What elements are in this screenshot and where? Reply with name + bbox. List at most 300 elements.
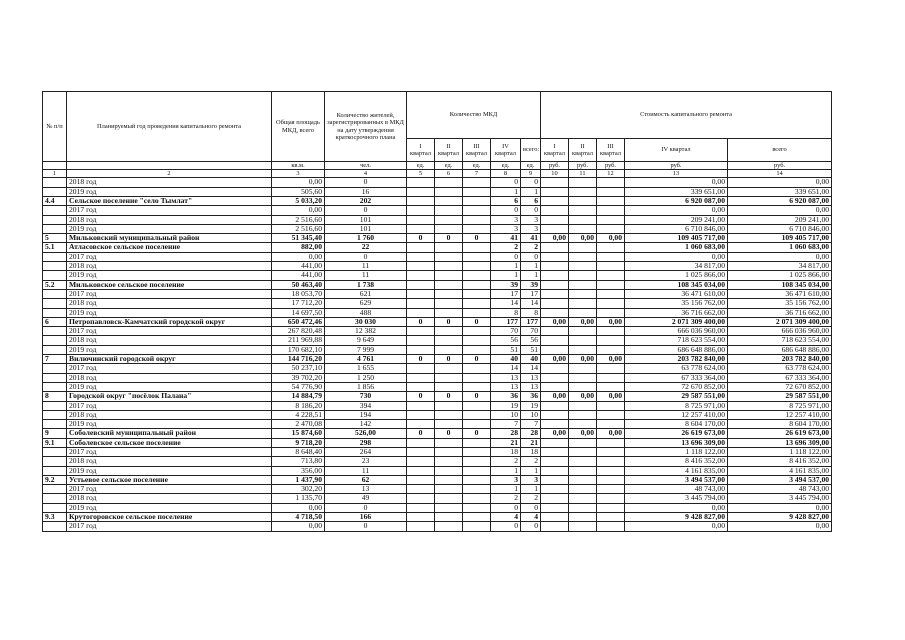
cost-q2-cell bbox=[569, 345, 597, 354]
cost-q1-cell bbox=[541, 382, 569, 391]
mkd-q1-cell bbox=[407, 224, 435, 233]
mkd-q2-cell bbox=[435, 262, 463, 271]
mkd-q4-cell: 3 bbox=[491, 215, 521, 224]
num-cell bbox=[43, 308, 67, 317]
mkd-q2-cell: 0 bbox=[435, 234, 463, 243]
cost-q4-cell: 1 060 683,00 bbox=[625, 243, 728, 252]
residents-cell: 142 bbox=[325, 420, 407, 429]
residents-cell: 394 bbox=[325, 401, 407, 410]
area-cell: 0,00 bbox=[272, 178, 325, 187]
column-number: 9 bbox=[521, 170, 541, 178]
mkd-q2-cell bbox=[435, 364, 463, 373]
mkd-q2-cell bbox=[435, 457, 463, 466]
mkd-total-cell: 2 bbox=[521, 494, 541, 503]
mkd-q2-cell bbox=[435, 327, 463, 336]
residents-cell: 30 030 bbox=[325, 317, 407, 326]
num-cell bbox=[43, 522, 67, 531]
cost-q1-cell bbox=[541, 178, 569, 187]
mkd-total-cell: 14 bbox=[521, 299, 541, 308]
cost-q3-cell bbox=[597, 401, 625, 410]
unit-cell bbox=[67, 162, 272, 170]
header-mkd-total: всего: bbox=[521, 139, 541, 162]
cost-q4-cell: 72 670 852,00 bbox=[625, 382, 728, 391]
column-number: 12 bbox=[597, 170, 625, 178]
cost-q4-cell: 1 118 122,00 bbox=[625, 447, 728, 456]
cost-q4-cell: 63 778 624,00 bbox=[625, 364, 728, 373]
cost-q4-cell: 339 651,00 bbox=[625, 187, 728, 196]
area-cell: 18 053,70 bbox=[272, 289, 325, 298]
mkd-total-cell: 2 bbox=[521, 457, 541, 466]
mkd-total-cell: 13 bbox=[521, 373, 541, 382]
cost-q3-cell bbox=[597, 262, 625, 271]
mkd-q3-cell bbox=[463, 215, 491, 224]
mkd-q3-cell bbox=[463, 503, 491, 512]
cost-q2-cell bbox=[569, 289, 597, 298]
mkd-q1-cell bbox=[407, 196, 435, 205]
header-cost-total: всего bbox=[728, 139, 832, 162]
mkd-q1-cell bbox=[407, 280, 435, 289]
year-cell: 2018 год bbox=[67, 299, 272, 308]
cost-q4-cell: 6 920 087,00 bbox=[625, 196, 728, 205]
cost-q1-cell bbox=[541, 271, 569, 280]
cost-q1-cell bbox=[541, 457, 569, 466]
mkd-q4-cell: 21 bbox=[491, 438, 521, 447]
year-cell: 2019 год bbox=[67, 503, 272, 512]
header-area: Общая площадь МКД, всего bbox=[272, 92, 325, 162]
column-number: 5 bbox=[407, 170, 435, 178]
cost-q3-cell bbox=[597, 206, 625, 215]
unit-cell: руб. bbox=[541, 162, 569, 170]
residents-cell: 0 bbox=[325, 252, 407, 261]
mkd-q2-cell bbox=[435, 475, 463, 484]
table-row bbox=[43, 382, 832, 391]
mkd-q4-cell: 1 bbox=[491, 485, 521, 494]
mkd-q1-cell bbox=[407, 401, 435, 410]
mkd-total-cell: 56 bbox=[521, 336, 541, 345]
mkd-q4-cell: 0 bbox=[491, 206, 521, 215]
cost-q2-cell bbox=[569, 494, 597, 503]
cost-total-cell: 29 587 551,00 bbox=[728, 392, 832, 401]
residents-cell: 621 bbox=[325, 289, 407, 298]
year-cell: 2018 год bbox=[67, 373, 272, 382]
cost-q3-cell bbox=[597, 215, 625, 224]
area-cell: 9 718,20 bbox=[272, 438, 325, 447]
mkd-q3-cell bbox=[463, 308, 491, 317]
cost-total-cell: 3 445 794,00 bbox=[728, 494, 832, 503]
residents-cell: 1 738 bbox=[325, 280, 407, 289]
cost-q2-cell bbox=[569, 262, 597, 271]
cost-q4-cell: 48 743,00 bbox=[625, 485, 728, 494]
cost-q4-cell: 3 445 794,00 bbox=[625, 494, 728, 503]
residents-cell: 629 bbox=[325, 299, 407, 308]
mkd-q2-cell bbox=[435, 178, 463, 187]
cost-q3-cell bbox=[597, 196, 625, 205]
mkd-q3-cell bbox=[463, 187, 491, 196]
cost-total-cell: 8 604 170,00 bbox=[728, 420, 832, 429]
mkd-q4-cell: 0 bbox=[491, 503, 521, 512]
mkd-q1-cell bbox=[407, 420, 435, 429]
area-cell: 0,00 bbox=[272, 503, 325, 512]
area-cell: 51 345,40 bbox=[272, 234, 325, 243]
cost-total-cell: 72 670 852,00 bbox=[728, 382, 832, 391]
mkd-q1-cell bbox=[407, 327, 435, 336]
mkd-q4-cell: 14 bbox=[491, 364, 521, 373]
column-number: 1 bbox=[43, 170, 67, 178]
residents-cell: 166 bbox=[325, 513, 407, 522]
num-cell bbox=[43, 373, 67, 382]
num-cell bbox=[43, 336, 67, 345]
mkd-q2-cell bbox=[435, 280, 463, 289]
num-cell bbox=[43, 466, 67, 475]
cost-q2-cell bbox=[569, 485, 597, 494]
mkd-q1-cell bbox=[407, 345, 435, 354]
year-cell: 2019 год bbox=[67, 308, 272, 317]
residents-cell: 298 bbox=[325, 438, 407, 447]
mkd-q2-cell bbox=[435, 299, 463, 308]
mkd-q1-cell bbox=[407, 503, 435, 512]
cost-total-cell: 26 619 673,00 bbox=[728, 429, 832, 438]
cost-q2-cell: 0,00 bbox=[569, 234, 597, 243]
mkd-q1-cell bbox=[407, 243, 435, 252]
area-cell: 17 712,20 bbox=[272, 299, 325, 308]
table-row bbox=[43, 187, 832, 196]
mkd-q1-cell: 0 bbox=[407, 355, 435, 364]
mkd-q2-cell bbox=[435, 206, 463, 215]
table-row bbox=[43, 503, 832, 512]
cost-q1-cell bbox=[541, 196, 569, 205]
year-cell: 2019 год bbox=[67, 187, 272, 196]
header-mkd-group: Количество МКД bbox=[407, 92, 541, 139]
mkd-q4-cell: 1 bbox=[491, 271, 521, 280]
unit-cell: руб. bbox=[569, 162, 597, 170]
mkd-q3-cell: 0 bbox=[463, 429, 491, 438]
table-row bbox=[43, 252, 832, 261]
mkd-q2-cell bbox=[435, 187, 463, 196]
cost-q2-cell bbox=[569, 410, 597, 419]
mkd-total-cell: 8 bbox=[521, 308, 541, 317]
cost-q3-cell bbox=[597, 308, 625, 317]
residents-cell: 23 bbox=[325, 457, 407, 466]
mkd-q3-cell bbox=[463, 345, 491, 354]
area-cell: 2 516,60 bbox=[272, 215, 325, 224]
cost-q2-cell bbox=[569, 420, 597, 429]
header-mkd-q2: II квартал bbox=[435, 139, 463, 162]
cost-q2-cell bbox=[569, 187, 597, 196]
cost-total-cell: 0,00 bbox=[728, 252, 832, 261]
header-mkd-q4: IV квартал bbox=[491, 139, 521, 162]
year-cell: 2017 год bbox=[67, 289, 272, 298]
cost-q2-cell bbox=[569, 178, 597, 187]
cost-q2-cell bbox=[569, 336, 597, 345]
cost-q1-cell: 0,00 bbox=[541, 234, 569, 243]
cost-total-cell: 1 118 122,00 bbox=[728, 447, 832, 456]
cost-q3-cell bbox=[597, 503, 625, 512]
cost-q4-cell: 108 345 034,00 bbox=[625, 280, 728, 289]
mkd-q3-cell bbox=[463, 522, 491, 531]
unit-cell: руб. bbox=[597, 162, 625, 170]
cost-q2-cell: 0,00 bbox=[569, 429, 597, 438]
mkd-total-cell: 6 bbox=[521, 196, 541, 205]
table-row bbox=[43, 271, 832, 280]
cost-q2-cell: 0,00 bbox=[569, 392, 597, 401]
mkd-total-cell: 0 bbox=[521, 503, 541, 512]
mkd-total-cell: 7 bbox=[521, 420, 541, 429]
cost-q3-cell bbox=[597, 457, 625, 466]
cost-q2-cell bbox=[569, 215, 597, 224]
unit-cell: руб. bbox=[625, 162, 728, 170]
cost-q1-cell bbox=[541, 215, 569, 224]
mkd-total-cell: 10 bbox=[521, 410, 541, 419]
residents-cell: 0 bbox=[325, 178, 407, 187]
cost-q3-cell bbox=[597, 271, 625, 280]
cost-q3-cell bbox=[597, 364, 625, 373]
table-row-section bbox=[43, 475, 832, 484]
mkd-q2-cell bbox=[435, 271, 463, 280]
area-cell: 170 682,10 bbox=[272, 345, 325, 354]
num-cell: 6 bbox=[43, 317, 67, 326]
cost-q1-cell bbox=[541, 336, 569, 345]
year-cell: Мильковское сельское поселение bbox=[67, 280, 272, 289]
mkd-q2-cell bbox=[435, 336, 463, 345]
residents-cell: 1 655 bbox=[325, 364, 407, 373]
mkd-total-cell: 1 bbox=[521, 485, 541, 494]
mkd-q3-cell bbox=[463, 224, 491, 233]
area-cell: 882,00 bbox=[272, 243, 325, 252]
mkd-q3-cell bbox=[463, 299, 491, 308]
cost-total-cell: 36 471 610,00 bbox=[728, 289, 832, 298]
unit-cell: чел. bbox=[325, 162, 407, 170]
num-cell bbox=[43, 289, 67, 298]
mkd-q3-cell bbox=[463, 364, 491, 373]
cost-q2-cell bbox=[569, 196, 597, 205]
mkd-q2-cell bbox=[435, 513, 463, 522]
column-number: 7 bbox=[463, 170, 491, 178]
mkd-q3-cell bbox=[463, 262, 491, 271]
area-cell: 302,20 bbox=[272, 485, 325, 494]
capital-repair-table bbox=[42, 91, 832, 532]
area-cell: 54 776,90 bbox=[272, 382, 325, 391]
mkd-q4-cell: 14 bbox=[491, 299, 521, 308]
table-row bbox=[43, 345, 832, 354]
area-cell: 441,00 bbox=[272, 262, 325, 271]
year-cell: 2019 год bbox=[67, 345, 272, 354]
cost-q3-cell bbox=[597, 252, 625, 261]
unit-cell: ед. bbox=[491, 162, 521, 170]
cost-total-cell: 63 778 624,00 bbox=[728, 364, 832, 373]
mkd-q4-cell: 17 bbox=[491, 289, 521, 298]
mkd-total-cell: 40 bbox=[521, 355, 541, 364]
num-cell bbox=[43, 206, 67, 215]
cost-q2-cell bbox=[569, 457, 597, 466]
area-cell: 15 874,60 bbox=[272, 429, 325, 438]
table-row-section bbox=[43, 280, 832, 289]
mkd-total-cell: 36 bbox=[521, 392, 541, 401]
mkd-q3-cell bbox=[463, 280, 491, 289]
mkd-q1-cell bbox=[407, 513, 435, 522]
mkd-q4-cell: 18 bbox=[491, 447, 521, 456]
header-cost-q4: IV квартал bbox=[625, 139, 728, 162]
residents-cell: 488 bbox=[325, 308, 407, 317]
table-row-section bbox=[43, 317, 832, 326]
cost-q4-cell: 2 071 309 400,00 bbox=[625, 317, 728, 326]
year-cell: 2017 год bbox=[67, 252, 272, 261]
cost-q4-cell: 9 428 827,00 bbox=[625, 513, 728, 522]
table-row bbox=[43, 336, 832, 345]
cost-q1-cell bbox=[541, 243, 569, 252]
mkd-q2-cell bbox=[435, 410, 463, 419]
mkd-q4-cell: 41 bbox=[491, 234, 521, 243]
mkd-q4-cell: 39 bbox=[491, 280, 521, 289]
unit-cell: ед. bbox=[435, 162, 463, 170]
mkd-q2-cell bbox=[435, 503, 463, 512]
mkd-q4-cell: 56 bbox=[491, 336, 521, 345]
cost-q1-cell: 0,00 bbox=[541, 429, 569, 438]
year-cell: 2019 год bbox=[67, 271, 272, 280]
capital-repair-table-wrapper bbox=[42, 91, 832, 532]
header-cost-q2: II квартал bbox=[569, 139, 597, 162]
cost-q3-cell bbox=[597, 289, 625, 298]
cost-q3-cell: 0,00 bbox=[597, 317, 625, 326]
area-cell: 0,00 bbox=[272, 206, 325, 215]
residents-cell: 730 bbox=[325, 392, 407, 401]
column-number: 4 bbox=[325, 170, 407, 178]
mkd-q3-cell bbox=[463, 420, 491, 429]
cost-q1-cell bbox=[541, 447, 569, 456]
mkd-q1-cell bbox=[407, 382, 435, 391]
column-number: 10 bbox=[541, 170, 569, 178]
mkd-total-cell: 51 bbox=[521, 345, 541, 354]
mkd-q2-cell bbox=[435, 345, 463, 354]
residents-cell: 0 bbox=[325, 522, 407, 531]
area-cell: 4 718,50 bbox=[272, 513, 325, 522]
num-cell: 7 bbox=[43, 355, 67, 364]
cost-q2-cell bbox=[569, 438, 597, 447]
cost-total-cell: 8 416 352,00 bbox=[728, 457, 832, 466]
cost-total-cell: 666 036 960,00 bbox=[728, 327, 832, 336]
mkd-total-cell: 0 bbox=[521, 178, 541, 187]
area-cell: 505,60 bbox=[272, 187, 325, 196]
num-cell: 9.1 bbox=[43, 438, 67, 447]
mkd-q3-cell bbox=[463, 373, 491, 382]
area-cell: 1 135,70 bbox=[272, 494, 325, 503]
num-cell bbox=[43, 299, 67, 308]
table-row bbox=[43, 262, 832, 271]
cost-q3-cell bbox=[597, 327, 625, 336]
cost-q1-cell bbox=[541, 289, 569, 298]
year-cell: 2018 год bbox=[67, 336, 272, 345]
mkd-q2-cell bbox=[435, 215, 463, 224]
cost-total-cell: 718 623 554,00 bbox=[728, 336, 832, 345]
area-cell: 14 697,50 bbox=[272, 308, 325, 317]
cost-q1-cell bbox=[541, 494, 569, 503]
cost-total-cell: 0,00 bbox=[728, 178, 832, 187]
cost-q2-cell bbox=[569, 271, 597, 280]
year-cell: Петропавловск-Камчатский городской округ bbox=[67, 317, 272, 326]
mkd-q1-cell bbox=[407, 485, 435, 494]
cost-q1-cell bbox=[541, 420, 569, 429]
mkd-q3-cell bbox=[463, 243, 491, 252]
cost-q4-cell: 109 405 717,00 bbox=[625, 234, 728, 243]
mkd-total-cell: 1 bbox=[521, 466, 541, 475]
num-cell bbox=[43, 420, 67, 429]
cost-q1-cell bbox=[541, 373, 569, 382]
num-cell bbox=[43, 382, 67, 391]
mkd-total-cell: 4 bbox=[521, 513, 541, 522]
cost-q3-cell bbox=[597, 187, 625, 196]
residents-cell: 194 bbox=[325, 410, 407, 419]
mkd-q1-cell bbox=[407, 438, 435, 447]
cost-total-cell: 67 333 364,00 bbox=[728, 373, 832, 382]
num-cell: 5.2 bbox=[43, 280, 67, 289]
table-row bbox=[43, 401, 832, 410]
cost-q2-cell bbox=[569, 206, 597, 215]
cost-q1-cell bbox=[541, 466, 569, 475]
header-cost-q3: III квартал bbox=[597, 139, 625, 162]
cost-total-cell: 0,00 bbox=[728, 206, 832, 215]
mkd-q4-cell: 2 bbox=[491, 494, 521, 503]
cost-total-cell: 109 405 717,00 bbox=[728, 234, 832, 243]
cost-q1-cell bbox=[541, 299, 569, 308]
mkd-q4-cell: 28 bbox=[491, 429, 521, 438]
cost-q1-cell bbox=[541, 485, 569, 494]
cost-total-cell: 6 920 087,00 bbox=[728, 196, 832, 205]
cost-q3-cell bbox=[597, 336, 625, 345]
unit-cell: кв.м. bbox=[272, 162, 325, 170]
cost-q1-cell bbox=[541, 475, 569, 484]
year-cell: Мильковский муниципальный район bbox=[67, 234, 272, 243]
table-row bbox=[43, 373, 832, 382]
table-row bbox=[43, 494, 832, 503]
header-mkd-q1: I квартал bbox=[407, 139, 435, 162]
cost-q4-cell: 29 587 551,00 bbox=[625, 392, 728, 401]
table-header bbox=[43, 92, 832, 178]
area-cell: 39 702,20 bbox=[272, 373, 325, 382]
num-cell bbox=[43, 364, 67, 373]
num-cell bbox=[43, 401, 67, 410]
column-number: 14 bbox=[728, 170, 832, 178]
area-cell: 50 237,10 bbox=[272, 364, 325, 373]
year-cell: 2017 год bbox=[67, 206, 272, 215]
residents-cell: 0 bbox=[325, 206, 407, 215]
mkd-total-cell: 13 bbox=[521, 382, 541, 391]
mkd-total-cell: 70 bbox=[521, 327, 541, 336]
cost-q1-cell bbox=[541, 522, 569, 531]
area-cell: 267 820,48 bbox=[272, 327, 325, 336]
mkd-total-cell: 14 bbox=[521, 364, 541, 373]
table-row-section bbox=[43, 513, 832, 522]
residents-cell: 1 760 bbox=[325, 234, 407, 243]
header-mkd-q3: III квартал bbox=[463, 139, 491, 162]
table-row-section bbox=[43, 243, 832, 252]
cost-q3-cell bbox=[597, 447, 625, 456]
cost-q3-cell bbox=[597, 345, 625, 354]
mkd-q4-cell: 0 bbox=[491, 252, 521, 261]
mkd-q4-cell: 1 bbox=[491, 466, 521, 475]
mkd-q3-cell bbox=[463, 438, 491, 447]
mkd-q3-cell: 0 bbox=[463, 234, 491, 243]
cost-total-cell: 36 716 662,00 bbox=[728, 308, 832, 317]
cost-q4-cell: 35 156 762,00 bbox=[625, 299, 728, 308]
mkd-q3-cell bbox=[463, 252, 491, 261]
area-cell: 0,00 bbox=[272, 252, 325, 261]
mkd-q1-cell bbox=[407, 271, 435, 280]
mkd-q1-cell bbox=[407, 289, 435, 298]
mkd-q1-cell bbox=[407, 494, 435, 503]
cost-q1-cell bbox=[541, 438, 569, 447]
column-number: 6 bbox=[435, 170, 463, 178]
num-cell bbox=[43, 215, 67, 224]
table-row bbox=[43, 466, 832, 475]
